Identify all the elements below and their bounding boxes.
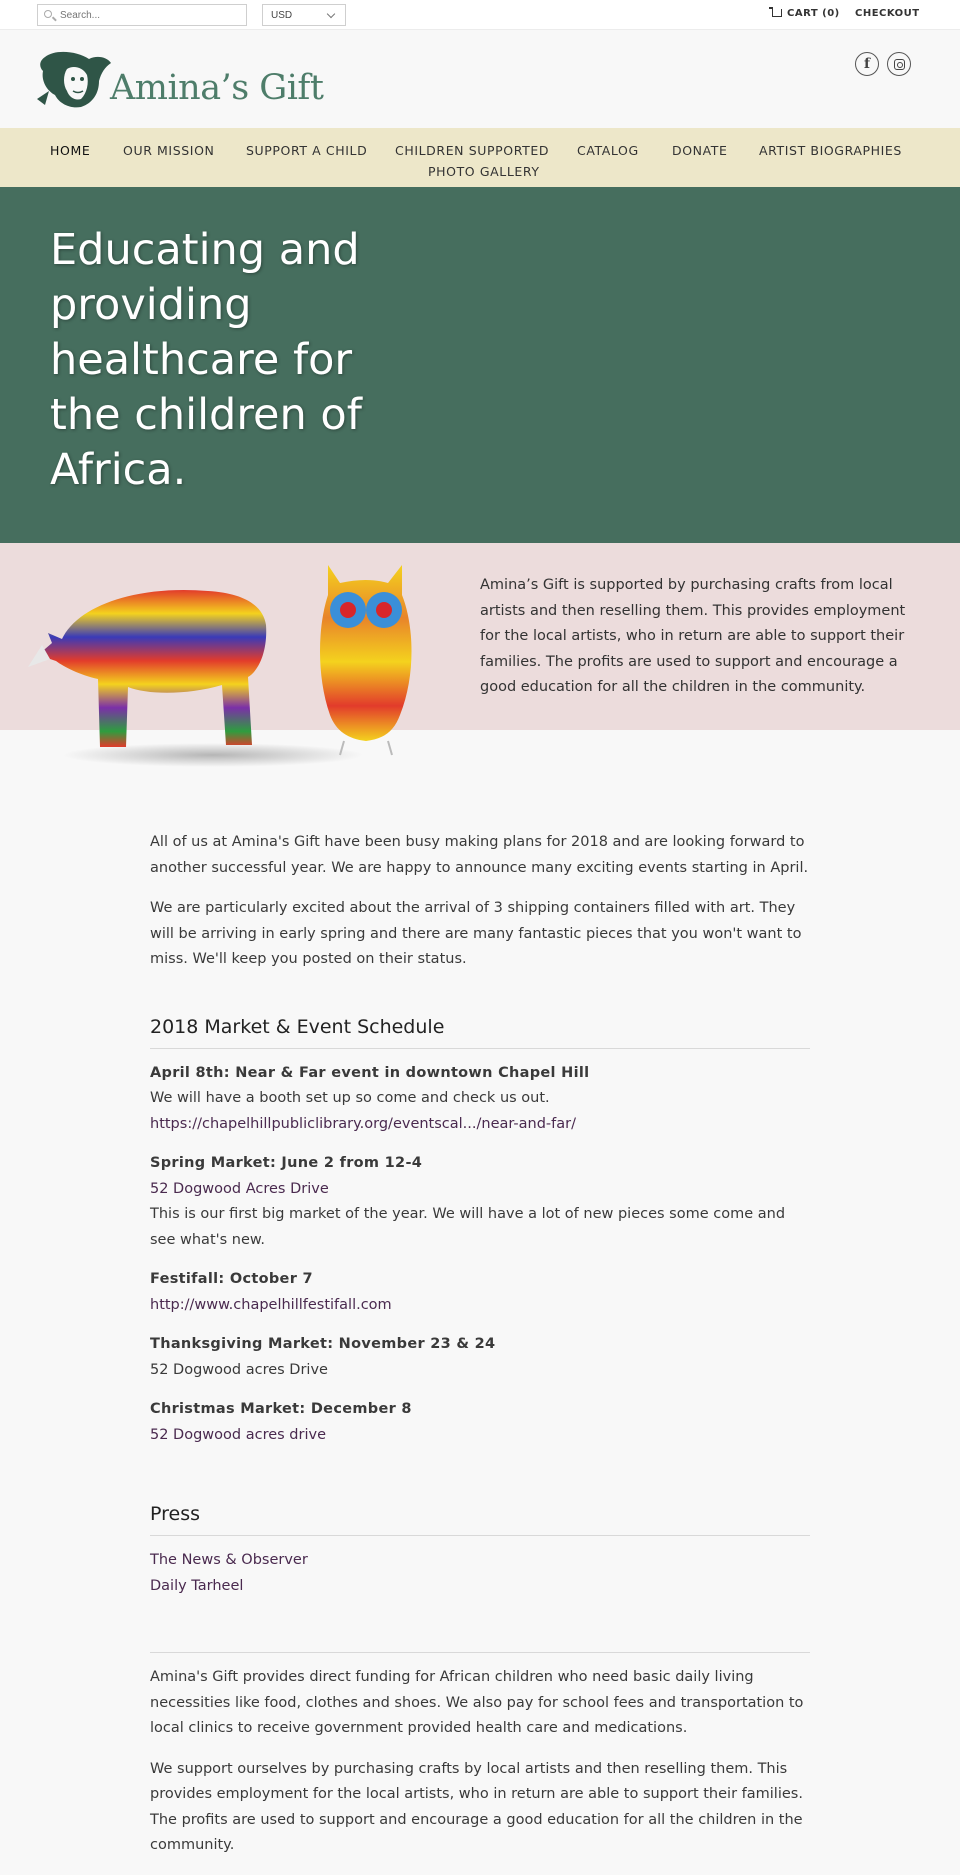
facebook-icon: f bbox=[863, 56, 871, 72]
nav-item-photo-gallery[interactable]: PHOTO GALLERY bbox=[428, 164, 540, 179]
event-link[interactable]: https://chapelhillpubliclibrary.org/eventscal.../near-and-far/ bbox=[150, 1115, 577, 1132]
event-item bbox=[150, 1061, 810, 1138]
event-title: Thanksgiving Market: November 23 & 24 bbox=[150, 1336, 496, 1352]
cart-label: CART (0) bbox=[787, 8, 840, 19]
logo-face-icon[interactable] bbox=[37, 51, 117, 108]
press-links bbox=[150, 1548, 810, 1599]
nav-item-donate[interactable]: DONATE bbox=[672, 143, 728, 158]
search-icon bbox=[44, 10, 52, 18]
nav-item-catalog[interactable]: CATALOG bbox=[577, 143, 639, 158]
press-link-daily-tarheel[interactable]: Daily Tarheel bbox=[150, 1577, 244, 1594]
nav-item-artist-biographies[interactable]: ARTIST BIOGRAPHIES bbox=[759, 143, 902, 158]
event-text: We will have a booth set up so come and check us out. bbox=[150, 1090, 550, 1106]
facebook-link[interactable] bbox=[855, 52, 879, 76]
site-header bbox=[0, 30, 960, 128]
event-text: This is our first big market of the year. We will have a lot of new pieces some come and see what's new. bbox=[150, 1206, 786, 1248]
event-title: Festifall: October 7 bbox=[150, 1271, 313, 1287]
news-paragraph-2: We are particularly excited about the arrival of 3 shipping containers filled with art. They will be arriving in early spring and there are many fantastic pieces that you won't want to miss. We'll keep you posted on their status. bbox=[150, 900, 802, 967]
top-bar bbox=[0, 0, 960, 30]
currency-value: USD bbox=[271, 10, 293, 21]
event-item bbox=[150, 1267, 810, 1318]
press-heading: Press bbox=[150, 1503, 810, 1536]
about-paragraph-1: Amina's Gift provides direct funding for African children who need basic daily living necessities like food, clothes and shoes. We also pay for school fees and transportation to local clinics to receive government provided health care and medications. bbox=[150, 1669, 804, 1736]
nav-item-home[interactable]: HOME bbox=[50, 143, 91, 158]
about-paragraph-2: We support ourselves by purchasing crafts by local artists and then reselling them. This provides employment for the local artists, who in return are able to support their families. The profits are used to support and encourage a good education for all the children in the community. bbox=[150, 1760, 803, 1853]
event-link[interactable]: 52 Dogwood Acres Drive bbox=[150, 1180, 329, 1197]
event-link[interactable]: http://www.chapelhillfestifall.com bbox=[150, 1296, 392, 1313]
main-nav bbox=[0, 128, 960, 187]
news-paragraph-1: All of us at Amina's Gift have been busy making plans for 2018 and are looking forward to another successful year. We are happy to announce many exciting events starting in April. bbox=[150, 834, 809, 876]
hero-banner bbox=[0, 187, 960, 543]
event-title: April 8th: Near & Far event in downtown Chapel Hill bbox=[150, 1064, 590, 1081]
nav-item-our-mission[interactable]: OUR MISSION bbox=[123, 143, 215, 158]
cart-icon bbox=[772, 9, 782, 17]
hero-headline: Educating and providing healthcare for the children of Africa. bbox=[50, 225, 362, 495]
press-link-news-observer[interactable]: The News & Observer bbox=[150, 1552, 308, 1568]
instagram-link[interactable] bbox=[887, 52, 911, 76]
checkout-link[interactable]: CHECKOUT bbox=[855, 8, 920, 19]
search-box[interactable] bbox=[37, 4, 247, 26]
event-item bbox=[150, 1397, 810, 1448]
beaded-animals-image bbox=[28, 555, 433, 770]
event-text: 52 Dogwood acres Drive bbox=[150, 1361, 328, 1378]
intro-text: Amina’s Gift is supported by purchasing crafts from local artists and then reselling them. This provides employment for the local artists, who in return are able to support their families. The profits are used to support and encourage a good education for all the children in the community. bbox=[480, 577, 906, 695]
chevron-down-icon bbox=[327, 10, 335, 18]
event-link[interactable]: 52 Dogwood acres drive bbox=[150, 1426, 326, 1443]
logo-text[interactable]: Amina’s Gift bbox=[110, 68, 324, 108]
currency-select[interactable] bbox=[262, 4, 346, 26]
cart-link[interactable] bbox=[772, 8, 840, 19]
nav-item-children-supported[interactable]: CHILDREN SUPPORTED bbox=[395, 143, 550, 158]
event-item bbox=[150, 1332, 810, 1383]
search-input[interactable] bbox=[60, 7, 240, 23]
schedule-heading: 2018 Market & Event Schedule bbox=[150, 1016, 810, 1049]
divider bbox=[150, 1652, 810, 1653]
event-title: Spring Market: June 2 from 12-4 bbox=[150, 1155, 423, 1171]
instagram-icon bbox=[894, 59, 905, 70]
event-item bbox=[150, 1151, 810, 1253]
main-content bbox=[150, 830, 810, 1874]
nav-item-support-a-child[interactable]: SUPPORT A CHILD bbox=[246, 143, 368, 158]
event-title: Christmas Market: December 8 bbox=[150, 1401, 412, 1417]
